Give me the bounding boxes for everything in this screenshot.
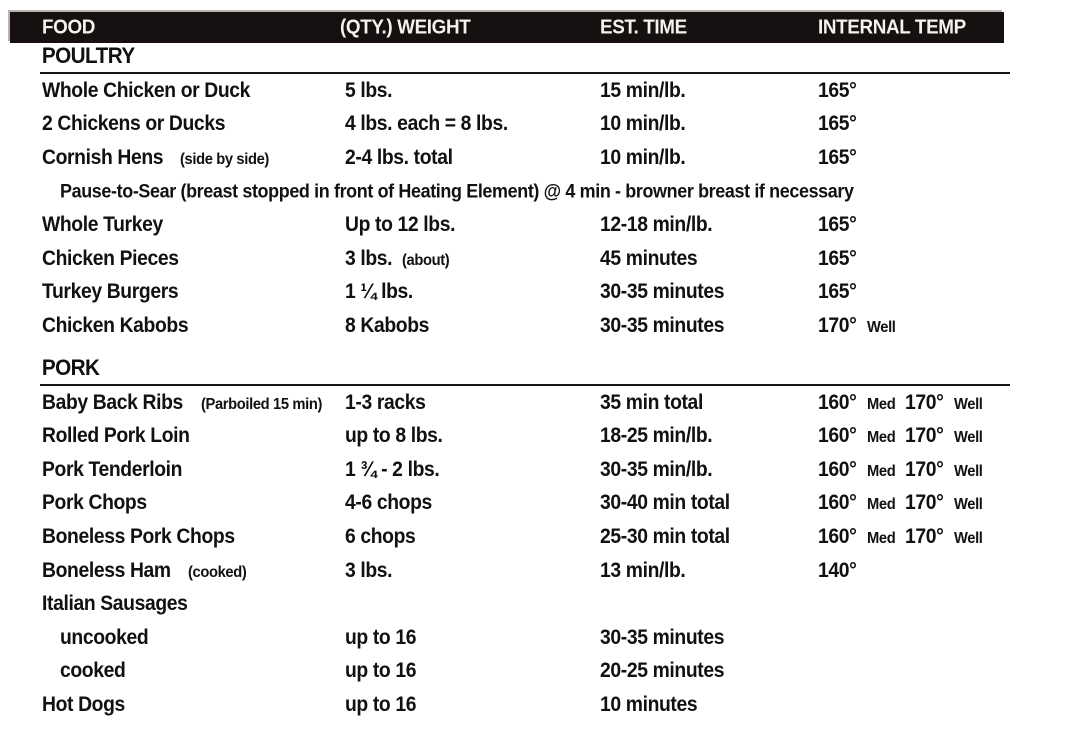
food-cell bbox=[42, 491, 156, 515]
time-cell bbox=[600, 525, 741, 549]
cell-text: Chicken Pieces bbox=[42, 246, 179, 270]
cell-text: uncooked bbox=[60, 625, 149, 649]
temp-cell bbox=[818, 391, 985, 415]
food-cell bbox=[42, 146, 276, 170]
temp-doneness-note bbox=[867, 424, 898, 447]
food-cell bbox=[42, 391, 332, 415]
temp-value bbox=[818, 280, 860, 303]
time-cell bbox=[600, 559, 693, 583]
cell-note: Med bbox=[866, 462, 896, 480]
cell-text: 45 minutes bbox=[600, 246, 698, 270]
temp-doneness-note bbox=[954, 525, 985, 548]
cell-text: 165° bbox=[818, 280, 857, 304]
col-header-est-time: EST. TIME bbox=[600, 15, 687, 39]
temp-doneness-note bbox=[867, 525, 898, 548]
table-row bbox=[42, 655, 1030, 689]
pause-to-sear-note-row bbox=[42, 175, 1030, 209]
pause-to-sear-note bbox=[60, 180, 923, 203]
food-cell bbox=[42, 112, 241, 136]
time-cell bbox=[600, 112, 693, 136]
cell-note: (cooked) bbox=[187, 563, 247, 581]
cell-text: Cornish Hens bbox=[42, 145, 164, 169]
food-cell bbox=[42, 424, 202, 448]
section-poultry bbox=[0, 43, 1070, 343]
temp-cell bbox=[818, 247, 860, 271]
cell-text: 10 min/lb. bbox=[600, 112, 686, 136]
food-cell bbox=[60, 659, 131, 683]
cell-text: 160° bbox=[818, 424, 857, 448]
temp-value bbox=[818, 213, 860, 236]
cell-text: 4 lbs. each = 8 lbs. bbox=[345, 112, 508, 136]
food-cell bbox=[60, 626, 156, 650]
cell-text: up to 16 bbox=[345, 659, 417, 683]
cell-text: cooked bbox=[60, 659, 126, 683]
temp-value bbox=[905, 458, 947, 481]
cell-text: 1 ¼ lbs. bbox=[345, 280, 413, 304]
cell-text: 10 minutes bbox=[600, 692, 698, 716]
temp-value bbox=[818, 559, 860, 582]
table-row bbox=[42, 141, 1030, 175]
cell-text: Pork Chops bbox=[42, 491, 147, 515]
cell-note: Well bbox=[953, 529, 983, 547]
food-cell bbox=[42, 592, 200, 616]
table-sections bbox=[0, 43, 1070, 734]
cell-text: 30-40 min total bbox=[600, 491, 730, 515]
temp-cell bbox=[818, 458, 985, 482]
weight-cell bbox=[345, 458, 448, 482]
cell-text: 170° bbox=[904, 457, 944, 481]
temp-value bbox=[905, 424, 947, 447]
section-title: POULTRY bbox=[41, 43, 135, 68]
cell-text: 165° bbox=[818, 78, 857, 102]
col-header-internal-temp: INTERNAL TEMP bbox=[818, 15, 966, 39]
temp-doneness-note bbox=[867, 458, 898, 481]
section-header bbox=[40, 43, 1010, 74]
table-row bbox=[42, 74, 1030, 108]
food-cell bbox=[42, 280, 190, 304]
weight-cell bbox=[345, 280, 419, 304]
table-row bbox=[42, 386, 1030, 420]
weight-cell bbox=[345, 79, 396, 103]
cell-text: Whole Turkey bbox=[42, 213, 163, 237]
weight-cell bbox=[345, 146, 462, 170]
temp-cell bbox=[818, 280, 860, 304]
section-title: PORK bbox=[41, 354, 100, 380]
table-row bbox=[42, 242, 1030, 276]
cell-text: 165° bbox=[818, 213, 857, 237]
table-row bbox=[42, 688, 1030, 722]
cell-note: Med bbox=[866, 395, 896, 413]
time-cell bbox=[600, 659, 735, 683]
temp-value bbox=[905, 491, 947, 514]
cell-text: 8 Kabobs bbox=[345, 313, 430, 337]
temp-cell bbox=[818, 314, 898, 338]
food-cell bbox=[42, 314, 201, 338]
temp-cell bbox=[818, 525, 985, 549]
time-cell bbox=[600, 280, 735, 304]
cell-note: (Parboiled 15 min) bbox=[200, 395, 322, 413]
section-rows bbox=[42, 386, 1030, 722]
temp-value bbox=[818, 458, 860, 481]
food-cell bbox=[42, 693, 132, 717]
cell-text: 30-35 minutes bbox=[600, 625, 725, 649]
weight-cell bbox=[345, 525, 422, 549]
table-row bbox=[42, 419, 1030, 453]
cell-text: Boneless Ham bbox=[42, 558, 171, 582]
cell-text: up to 8 lbs. bbox=[345, 424, 443, 448]
temp-value bbox=[818, 112, 860, 135]
temp-value bbox=[818, 391, 860, 414]
time-cell bbox=[600, 458, 722, 482]
weight-cell bbox=[345, 213, 465, 237]
cell-text: Boneless Pork Chops bbox=[42, 524, 235, 548]
table-row bbox=[42, 108, 1030, 142]
table-row bbox=[42, 520, 1030, 554]
cell-text: 10 min/lb. bbox=[600, 145, 686, 169]
time-cell bbox=[600, 626, 735, 650]
temp-cell bbox=[818, 491, 985, 515]
cell-text: Up to 12 lbs. bbox=[345, 213, 456, 237]
temp-value bbox=[818, 424, 860, 447]
table-header-bar bbox=[10, 12, 1004, 43]
section-gap bbox=[0, 722, 1070, 734]
temp-value bbox=[818, 79, 860, 102]
food-cell bbox=[42, 458, 194, 482]
cell-text: up to 16 bbox=[345, 625, 417, 649]
cell-text: Turkey Burgers bbox=[42, 280, 179, 304]
cell-text: 30-35 minutes bbox=[600, 313, 725, 337]
cell-text: up to 16 bbox=[345, 692, 417, 716]
weight-cell bbox=[345, 626, 422, 650]
cell-text: 170° bbox=[904, 491, 944, 515]
cell-text: 5 lbs. bbox=[345, 78, 393, 102]
weight-cell bbox=[345, 659, 422, 683]
weight-cell bbox=[345, 247, 454, 271]
cell-text: Baby Back Ribs bbox=[42, 390, 183, 414]
cell-text: 3 lbs. bbox=[345, 558, 393, 582]
time-cell bbox=[600, 314, 735, 338]
time-cell bbox=[600, 693, 706, 717]
cell-text: 140° bbox=[818, 558, 857, 582]
section-gap bbox=[0, 343, 1070, 355]
cell-text: 35 min total bbox=[600, 390, 703, 414]
cell-text: 170° bbox=[818, 313, 857, 337]
cell-text: Pause-to-Sear (breast stopped in front of Heating Element) @ 4 min - browner breast if necessary bbox=[60, 180, 854, 203]
cell-text: 18-25 min/lb. bbox=[600, 424, 713, 448]
cell-text: 13 min/lb. bbox=[600, 558, 686, 582]
cell-text: Hot Dogs bbox=[42, 692, 125, 716]
cell-note: (about) bbox=[402, 251, 450, 269]
cell-text: 1-3 racks bbox=[345, 390, 426, 414]
food-cell bbox=[42, 79, 268, 103]
section-header bbox=[40, 355, 1010, 386]
time-cell bbox=[600, 391, 712, 415]
temp-cell bbox=[818, 112, 860, 136]
temp-doneness-note bbox=[954, 458, 985, 481]
cell-text: 3 lbs. bbox=[345, 246, 393, 270]
weight-cell bbox=[345, 112, 522, 136]
cell-text: 25-30 min total bbox=[600, 524, 730, 548]
cell-text: 20-25 minutes bbox=[600, 659, 725, 683]
weight-cell bbox=[345, 491, 439, 515]
cell-note: Well bbox=[866, 318, 896, 336]
temp-value bbox=[818, 525, 860, 548]
section-rows bbox=[42, 74, 1030, 343]
time-cell bbox=[600, 213, 722, 237]
temp-doneness-note bbox=[867, 314, 898, 337]
time-cell bbox=[600, 79, 693, 103]
temp-cell bbox=[818, 79, 860, 103]
temp-cell bbox=[818, 213, 860, 237]
cell-text: 2-4 lbs. total bbox=[345, 145, 453, 169]
cell-note: Med bbox=[866, 429, 896, 447]
table-row bbox=[42, 587, 1030, 621]
table-row bbox=[42, 554, 1030, 588]
cell-note: Well bbox=[953, 429, 983, 447]
table-row bbox=[42, 276, 1030, 310]
cell-text: 160° bbox=[818, 457, 857, 481]
temp-doneness-note bbox=[867, 391, 898, 414]
section-pork bbox=[0, 355, 1070, 722]
table-row bbox=[42, 621, 1030, 655]
temp-doneness-note bbox=[867, 491, 898, 514]
cell-text: 12-18 min/lb. bbox=[600, 213, 713, 237]
cell-note: Well bbox=[953, 395, 983, 413]
food-cell bbox=[42, 213, 173, 237]
time-cell bbox=[600, 247, 706, 271]
cell-text: 170° bbox=[904, 424, 944, 448]
cell-text: 30-35 min/lb. bbox=[600, 457, 713, 481]
cell-note: Med bbox=[866, 529, 896, 547]
cell-text: Chicken Kabobs bbox=[42, 313, 189, 337]
cell-text: 4-6 chops bbox=[345, 491, 432, 515]
cell-text: Whole Chicken or Duck bbox=[42, 78, 251, 102]
cell-text: Rolled Pork Loin bbox=[42, 424, 190, 448]
temp-doneness-note bbox=[954, 391, 985, 414]
cell-text: 165° bbox=[818, 112, 857, 136]
time-cell bbox=[600, 491, 741, 515]
cell-text: 1 ¾ - 2 lbs. bbox=[345, 457, 440, 481]
food-cell bbox=[42, 525, 251, 549]
weight-cell bbox=[345, 559, 396, 583]
temp-value bbox=[818, 146, 860, 169]
cell-text: 2 Chickens or Ducks bbox=[42, 112, 226, 136]
temp-cell bbox=[818, 146, 860, 170]
temp-doneness-note bbox=[954, 491, 985, 514]
cell-text: 165° bbox=[818, 246, 857, 270]
time-cell bbox=[600, 146, 693, 170]
temp-value bbox=[905, 525, 947, 548]
temp-doneness-note bbox=[954, 424, 985, 447]
table-row bbox=[42, 487, 1030, 521]
table-row bbox=[42, 309, 1030, 343]
temp-value bbox=[905, 391, 947, 414]
weight-cell bbox=[345, 391, 432, 415]
cell-text: 160° bbox=[818, 390, 857, 414]
temp-value bbox=[818, 491, 860, 514]
cell-note: (side by side) bbox=[179, 150, 269, 168]
cell-text: 30-35 minutes bbox=[600, 280, 725, 304]
table-row bbox=[42, 208, 1030, 242]
food-cell bbox=[42, 559, 251, 583]
cell-text: 160° bbox=[818, 491, 857, 515]
temp-value bbox=[818, 314, 860, 337]
cell-note: Med bbox=[866, 496, 896, 514]
cell-text: Italian Sausages bbox=[42, 592, 188, 616]
col-header-food: FOOD bbox=[42, 15, 96, 39]
cell-text: 170° bbox=[904, 390, 944, 414]
weight-cell bbox=[345, 314, 436, 338]
cell-text: 6 chops bbox=[345, 524, 416, 548]
cell-note: Well bbox=[953, 462, 983, 480]
cell-text: Pork Tenderloin bbox=[42, 457, 183, 481]
food-cell bbox=[42, 247, 191, 271]
temp-cell bbox=[818, 424, 985, 448]
table-row bbox=[42, 453, 1030, 487]
temp-value bbox=[818, 247, 860, 270]
cell-text: 165° bbox=[818, 145, 857, 169]
cell-text: 15 min/lb. bbox=[600, 78, 686, 102]
weight-cell bbox=[345, 693, 422, 717]
weight-cell bbox=[345, 424, 451, 448]
temp-cell bbox=[818, 559, 860, 583]
cell-text: 170° bbox=[904, 524, 944, 548]
cell-text: 160° bbox=[818, 524, 857, 548]
col-header-qty-weight: (QTY.) WEIGHT bbox=[340, 15, 471, 39]
cell-note: Well bbox=[953, 496, 983, 514]
time-cell bbox=[600, 424, 722, 448]
